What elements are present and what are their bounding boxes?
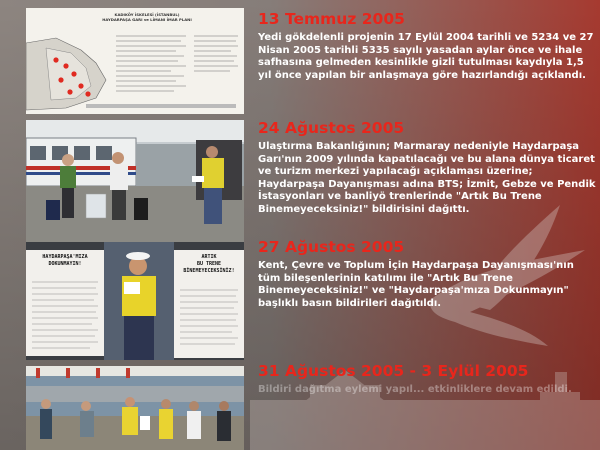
entry-date: 27 Ağustos 2005 — [258, 238, 405, 256]
entry-date: 13 Temmuz 2005 — [258, 10, 405, 28]
photo-train-station — [26, 120, 244, 242]
photo-protest-signs — [26, 242, 244, 360]
sign-right: ARTIK BU TRENE BİNEMEYECEKSİNİZ! — [183, 254, 235, 274]
timeline-entry-3 — [258, 238, 598, 310]
entry-text: Bildiri dağıtma eylemi yapıl... etkinliklere devam edildi. — [258, 384, 572, 395]
timeline-entry-1 — [258, 10, 598, 82]
photo-street-distribution — [26, 366, 244, 450]
timeline-entry-4 — [258, 362, 598, 397]
entry-date: 24 Ağustos 2005 — [258, 119, 405, 137]
entry-date: 31 Ağustos 2005 - 3 Eylül 2005 — [258, 362, 529, 380]
entry-text: Yedi gökdelenli projenin 17 Eylül 2004 tarihli ve 5234 ve 27 Nisan 2005 tarihli 5335 sayılı yasadan aylar önce ve ihale safhasına gelmeden kesinlikle gizli tutulması kaydıyla 1,5 yıl önce yapılan bir anlaşmaya göre hazırlandığı açıklandı. — [258, 32, 594, 81]
entry-text: Ulaştırma Bakanlığının; Marmaray nedeniyle Haydarpaşa Garı'nın 2009 yılında kapatılacağı ve bu alana dünya ticaret ve turizm merkezi yapılacağı açıklaması üzerine; Haydarpaşa Dayanışması adına BTS; İzmit, Gebze ve Pendik İstasyonları ve banliyö trenlerinde "Artık Bu Trene Binemeyeceksiniz!" bildirisini dağıttı. — [258, 141, 596, 215]
sign-left: HAYDARPAŞA'MIZA DOKUNMAYIN! — [42, 254, 88, 267]
map-illustration — [26, 8, 244, 114]
timeline-entry-2 — [258, 119, 598, 217]
street-scene — [26, 366, 244, 450]
station-scene — [26, 120, 244, 242]
photo-plan-map — [26, 8, 244, 114]
entry-text: Kent, Çevre ve Toplum İçin Haydarpaşa Dayanışması'nın tüm bileşenlerinin katılımı ile "Artık Bu Trene Binemeyeceksiniz!" ve "Haydarpaşa'mıza Dokunmayın" başlıklı basın bildirileri dağıtıldı. — [258, 260, 574, 309]
map-title: KADIKÖY İSKELESİ (İSTANBUL) HAYDARPAŞA GARI ve LİMANI İMAR PLANI — [102, 12, 192, 22]
